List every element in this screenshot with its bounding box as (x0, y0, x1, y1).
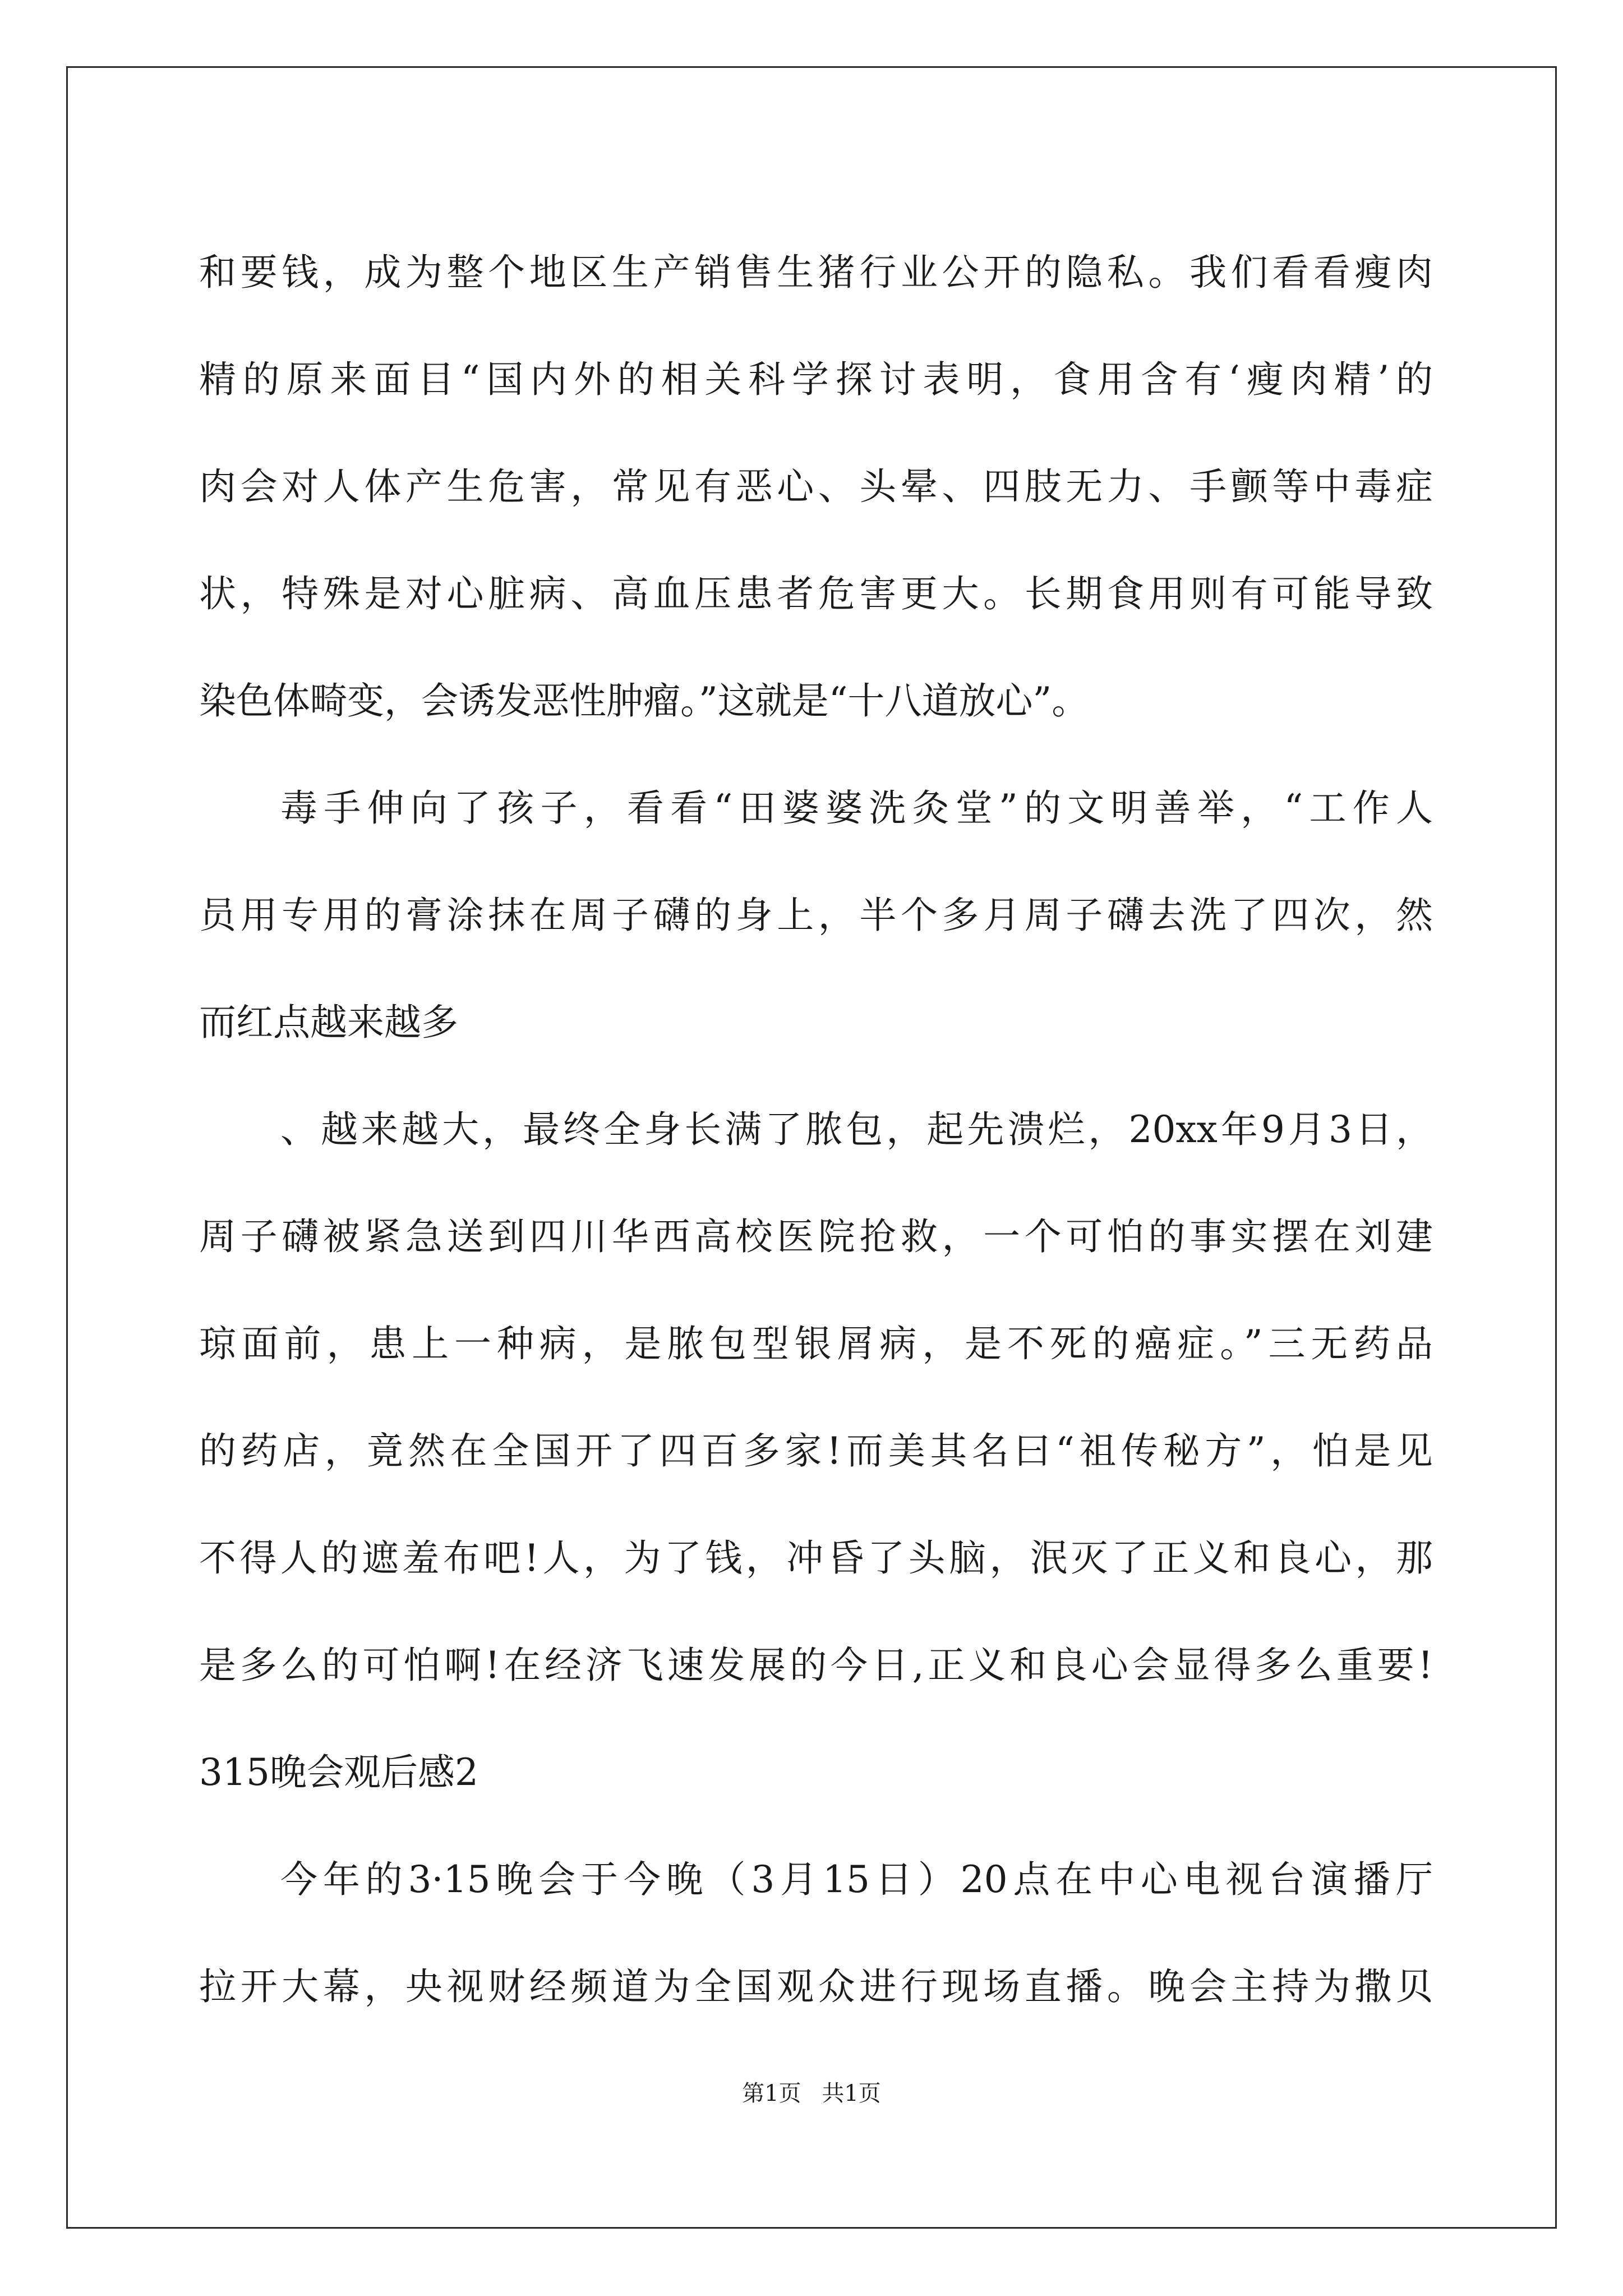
body-line: 毒手伸向了孩子，看看“田婆婆洗灸堂”的文明善举，“工作人 (280, 786, 1433, 830)
body-line: 状，特殊是对心脏病、高血压患者危害更大。长期食用则有可能导致 (199, 572, 1433, 615)
body-line: 拉开大幕，央视财经频道为全国观众进行现场直播。晚会主持为撒贝 (199, 1965, 1433, 2008)
section-heading: 315晚会观后感2 (199, 1751, 478, 1794)
body-line: 精的原来面目“国内外的相关科学探讨表明，食用含有‘瘦肉精’的 (199, 358, 1433, 401)
body-line: 、越来越大，最终全身长满了脓包，起先溃烂，20xx年9月3日， (280, 1108, 1433, 1151)
body-line: 是多么的可怕啊!在经济飞速发展的今日,正义和良心会显得多么重要! (199, 1644, 1433, 1687)
page-footer (0, 2076, 1623, 2108)
body-line: 今年的3·15晚会于今晚（3月15日）20点在中心电视台演播厅 (280, 1858, 1433, 1901)
body-line: 肉会对人体产生危害，常见有恶心、头晕、四肢无力、手颤等中毒症 (199, 465, 1433, 508)
body-line: 而红点越来越多 (199, 1001, 458, 1044)
document-body (199, 219, 1433, 2040)
page-number-total: 共1页 (822, 2081, 881, 2106)
page-number-current: 第1页 (742, 2081, 801, 2106)
body-line: 员用专用的膏涂抹在周子礴的身上，半个多月周子礴去洗了四次，然 (199, 894, 1433, 937)
body-line: 和要钱，成为整个地区生产销售生猪行业公开的隐私。我们看看瘦肉 (199, 251, 1433, 294)
body-line: 不得人的遮羞布吧!人，为了钱，冲昏了头脑，泯灭了正义和良心，那 (199, 1536, 1433, 1580)
body-line: 周子礴被紧急送到四川华西高校医院抢救，一个可怕的事实摆在刘建 (199, 1215, 1433, 1258)
body-line: 琼面前，患上一种病，是脓包型银屑病，是不死的癌症。”三无药品 (199, 1322, 1433, 1365)
body-line: 染色体畸变，会诱发恶性肿瘤。”这就是“十八道放心”。 (199, 679, 1089, 723)
body-line: 的药店，竟然在全国开了四百多家!而美其名曰“祖传秘方”，怕是见 (199, 1429, 1433, 1473)
